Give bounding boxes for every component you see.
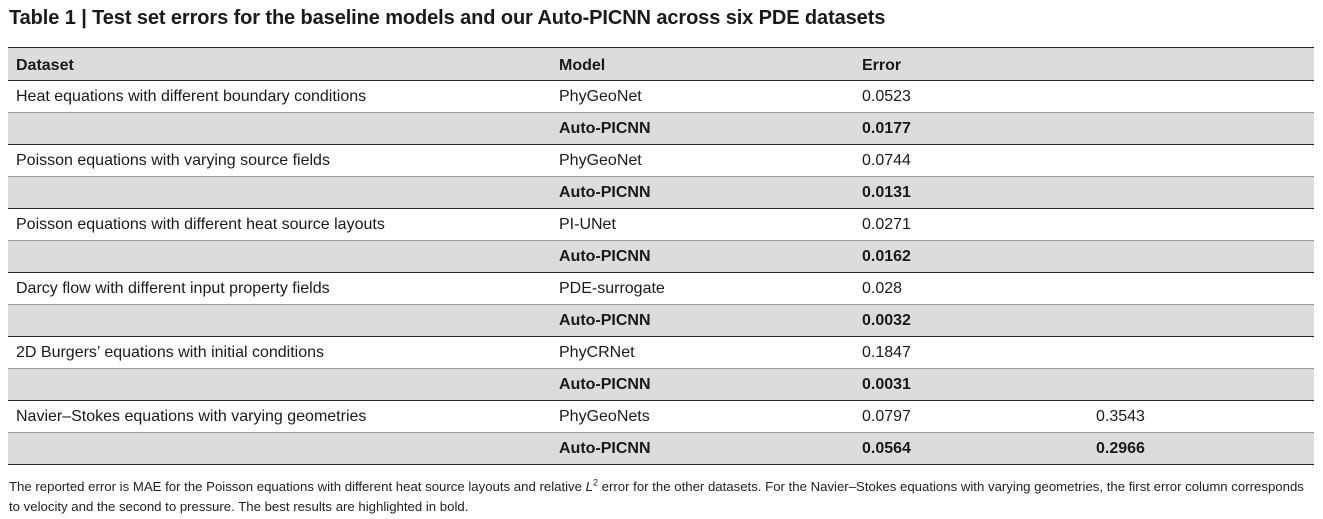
cell-model: Auto-PICNN	[559, 247, 651, 265]
cell-error-1: 0.0271	[862, 215, 911, 233]
cell-model: PDE-surrogate	[559, 279, 665, 297]
cell-dataset: Heat equations with different boundary conditions	[16, 87, 367, 105]
table-row	[8, 433, 1314, 465]
table-row	[8, 337, 1314, 369]
footnote-text-part2: error for the other datasets. For the Navier–Stokes equations with varying geometries, the first error column corresponds to velocity and the second to pressure. The best results are highlighted in bold.	[9, 479, 1304, 514]
header-dataset: Dataset	[16, 57, 74, 74]
cell-error-1: 0.0031	[862, 375, 911, 393]
table-row	[8, 273, 1314, 305]
table-header-row	[8, 48, 1314, 81]
cell-error-1: 0.0131	[862, 183, 911, 201]
cell-model: PhyGeoNets	[559, 407, 650, 425]
results-table	[8, 47, 1314, 465]
table-title: Table 1 | Test set errors for the baseline models and our Auto-PICNN across six PDE datasets	[9, 7, 886, 29]
cell-error-1: 0.0744	[862, 151, 911, 169]
cell-dataset: Navier–Stokes equations with varying geometries	[16, 407, 367, 425]
cell-error-2: 0.3543	[1096, 407, 1145, 425]
table-row	[8, 81, 1314, 113]
cell-error-1: 0.028	[862, 279, 903, 297]
header-error: Error	[862, 57, 902, 74]
footnote-l-exponent: 2	[593, 477, 599, 488]
cell-error-1: 0.0177	[862, 119, 911, 137]
cell-error-1: 0.0032	[862, 311, 911, 329]
cell-dataset: Darcy flow with different input property fields	[16, 279, 330, 297]
cell-error-1: 0.0162	[862, 247, 911, 265]
table-footnote	[9, 477, 1315, 517]
table-row	[8, 113, 1314, 145]
cell-model: Auto-PICNN	[559, 311, 651, 329]
cell-error-1: 0.1847	[862, 343, 911, 361]
footnote-l-symbol: L	[585, 479, 593, 494]
cell-model: PI-UNet	[559, 215, 616, 233]
table-row	[8, 241, 1314, 273]
table-row	[8, 369, 1314, 401]
table-row	[8, 177, 1314, 209]
cell-dataset: 2D Burgers’ equations with initial conditions	[16, 343, 325, 361]
table-row	[8, 401, 1314, 433]
cell-model: PhyCRNet	[559, 343, 635, 361]
table-body	[8, 81, 1314, 465]
cell-model: Auto-PICNN	[559, 119, 651, 137]
cell-model: PhyGeoNet	[559, 151, 642, 169]
cell-model: Auto-PICNN	[559, 183, 651, 201]
cell-error-1: 0.0797	[862, 407, 911, 425]
cell-model: Auto-PICNN	[559, 375, 651, 393]
cell-error-1: 0.0564	[862, 439, 911, 457]
cell-error-1: 0.0523	[862, 87, 911, 105]
cell-dataset: Poisson equations with different heat source layouts	[16, 215, 385, 233]
cell-model: Auto-PICNN	[559, 439, 651, 457]
footnote-text-part1: The reported error is MAE for the Poisson equations with different heat source layouts and relative	[9, 479, 586, 494]
table-row	[8, 145, 1314, 177]
header-model: Model	[559, 57, 606, 74]
table-row	[8, 209, 1314, 241]
cell-error-2: 0.2966	[1096, 439, 1145, 457]
table-row	[8, 305, 1314, 337]
cell-dataset: Poisson equations with varying source fields	[16, 151, 330, 169]
cell-model: PhyGeoNet	[559, 87, 642, 105]
